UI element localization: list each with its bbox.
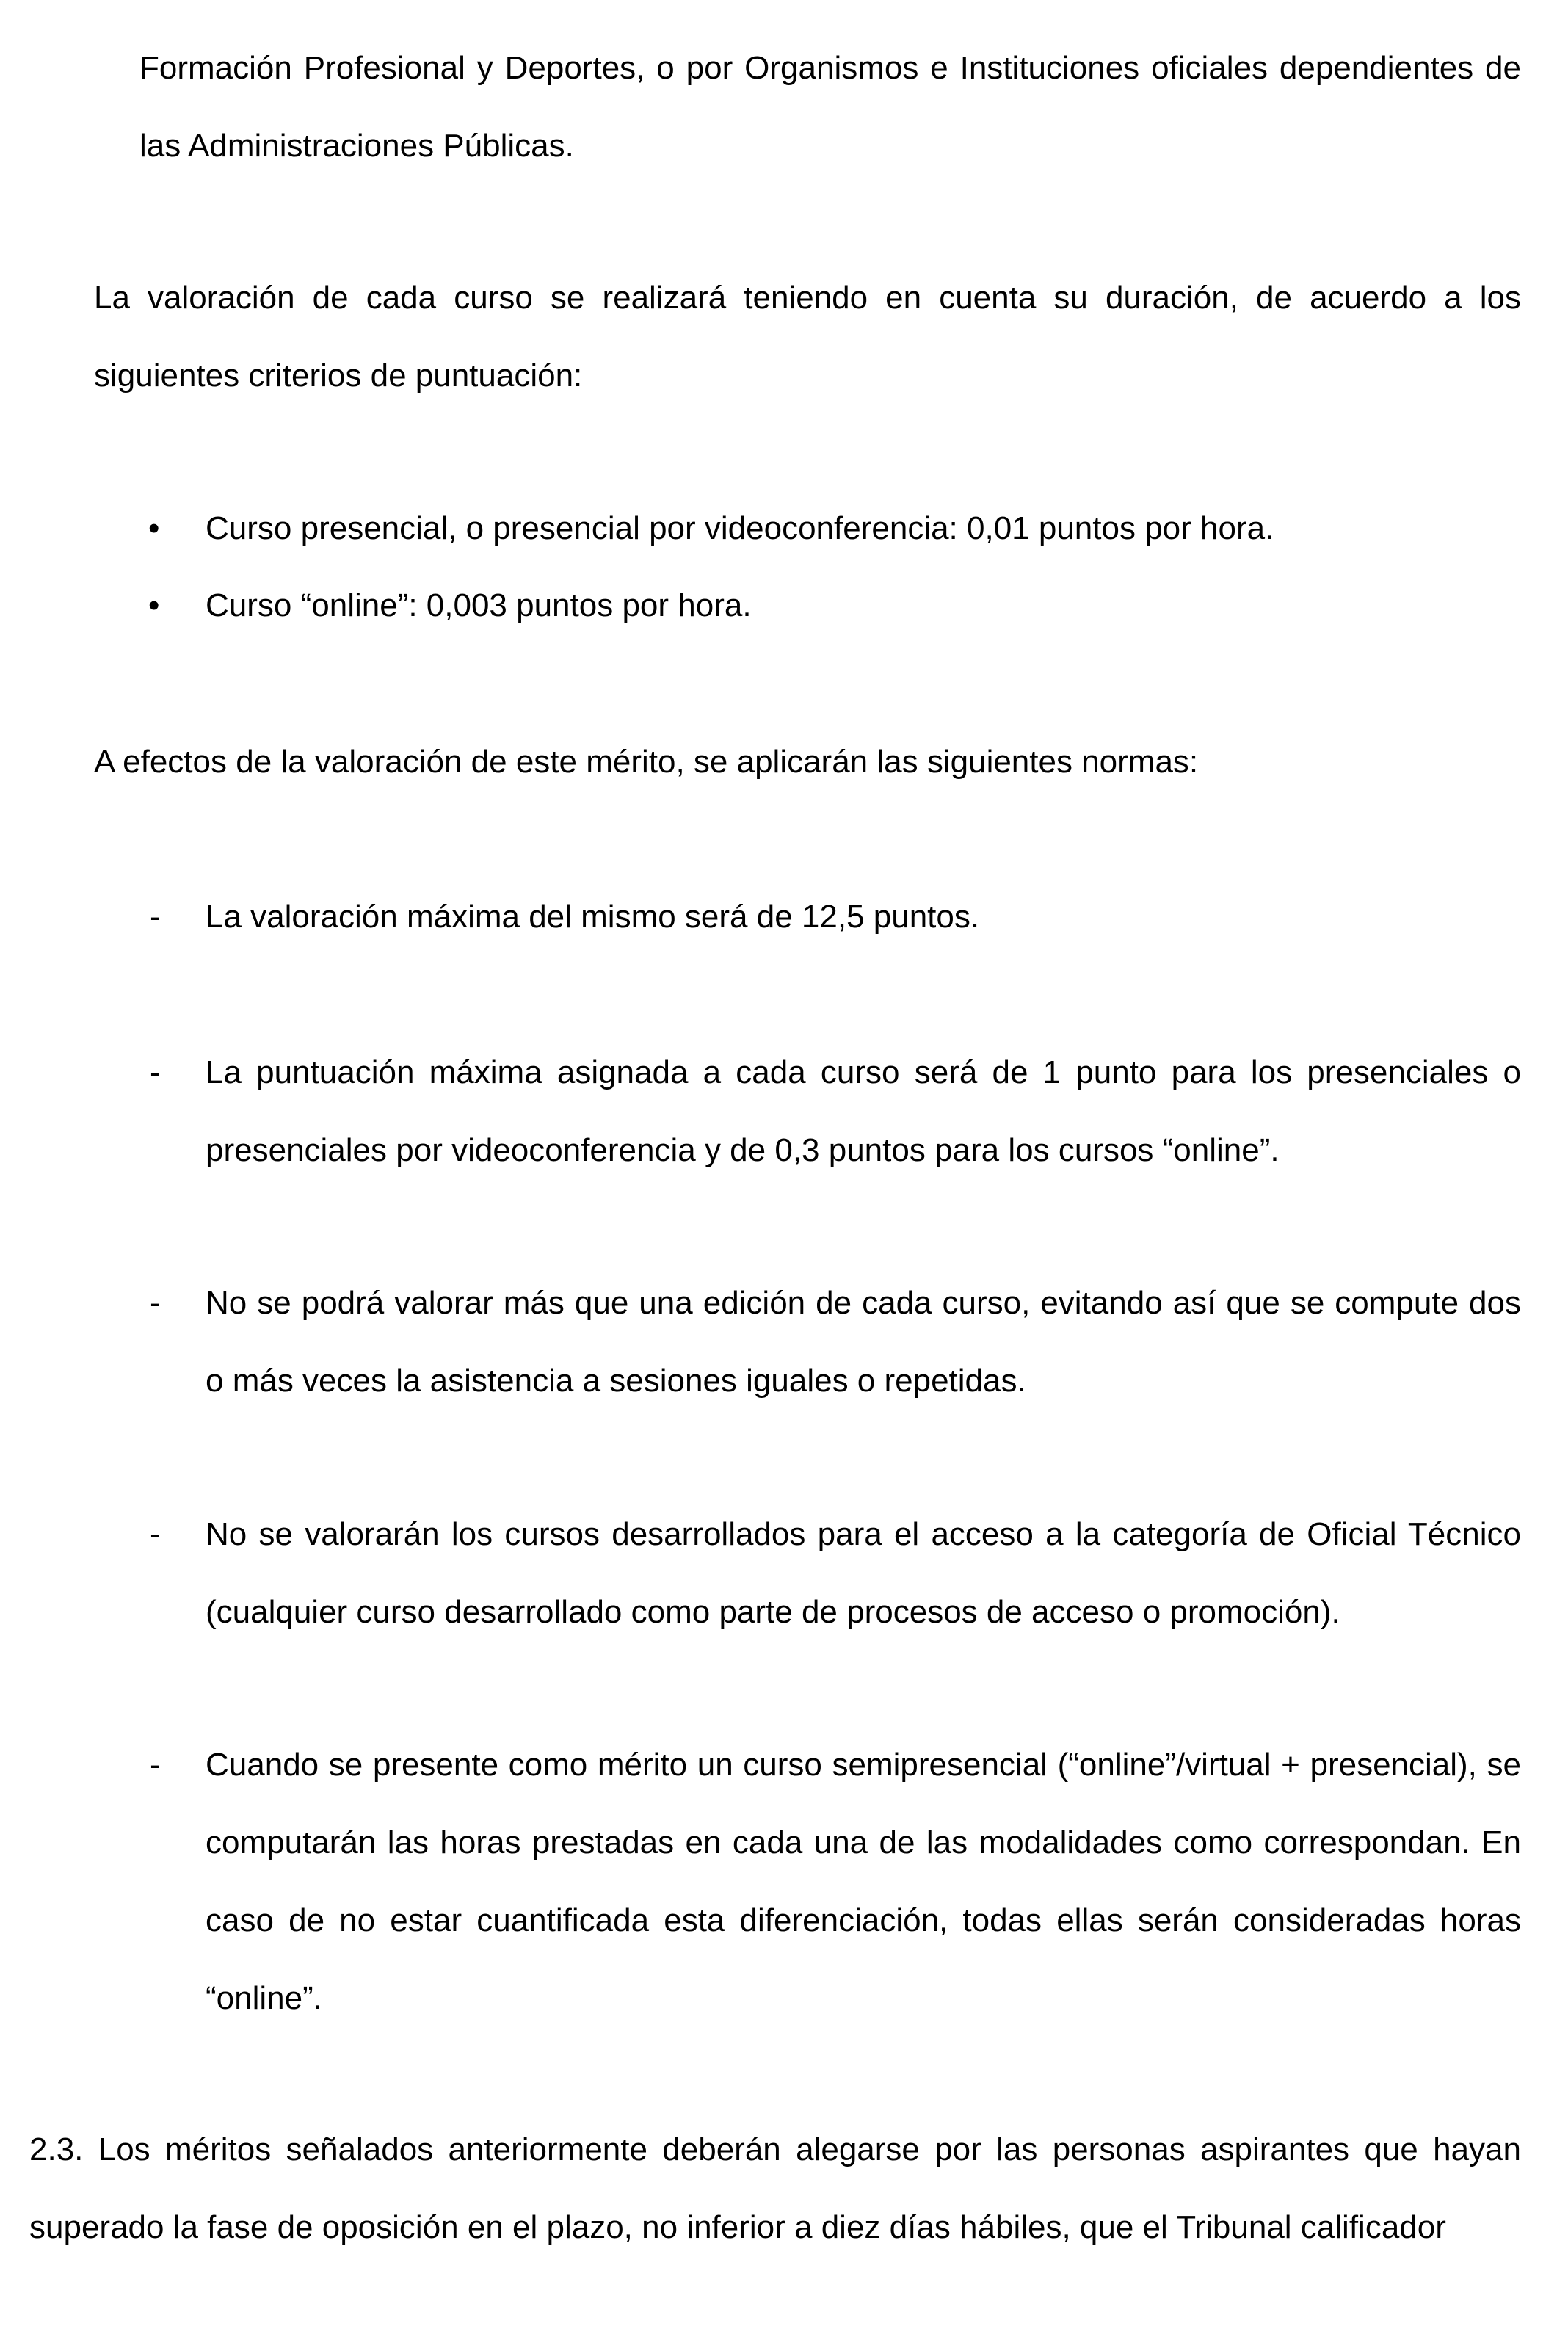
dash-marker: - — [150, 1747, 161, 1783]
section-2-3-paragraph: 2.3. Los méritos señalados anteriormente deberán alegarse por las personas aspirantes que hayan superado la fase de oposición en el plazo, no inferior a diez días hábiles, que el Tribunal calificador — [29, 2131, 1521, 2245]
dash-marker: - — [150, 1285, 161, 1321]
norma-item-oficial-tecnico: No se valorarán los cursos desarrollados para el acceso a la categoría de Oficial Técnico (cualquier curso desarrollado como parte de procesos de acceso o promoción). — [206, 1516, 1521, 1630]
intro-continuation-paragraph: Formación Profesional y Deportes, o por Organismos e Instituciones oficiales dependientes de las Administraciones Públicas. — [139, 50, 1521, 164]
criteria-item-online: Curso “online”: 0,003 puntos por hora. — [206, 587, 752, 623]
norma-item-valoracion-maxima: La valoración máxima del mismo será de 12,5 puntos. — [206, 899, 980, 935]
dash-marker: - — [150, 1054, 161, 1090]
norma-item-una-edicion: No se podrá valorar más que una edición de cada curso, evitando así que se compute dos o más veces la asistencia a sesiones iguales o repetidas. — [206, 1285, 1521, 1399]
norma-item-semipresencial: Cuando se presente como mérito un curso semipresencial (“online”/virtual + presencial), se computarán las horas prestadas en cada una de las modalidades como correspondan. En caso de no estar cuantificada esta diferenciación, todas ellas serán consideradas horas “online”. — [206, 1747, 1521, 2016]
criteria-item-presencial: Curso presencial, o presencial por videoconferencia: 0,01 puntos por hora. — [206, 510, 1274, 546]
bullet-marker: • — [148, 587, 160, 623]
dash-marker: - — [150, 899, 161, 935]
normas-intro-paragraph: A efectos de la valoración de este mérito, se aplicarán las siguientes normas: — [94, 744, 1199, 780]
dash-marker: - — [150, 1516, 161, 1552]
norma-item-puntuacion-maxima: La puntuación máxima asignada a cada curso será de 1 punto para los presenciales o presenciales por videoconferencia y de 0,3 puntos para los cursos “online”. — [206, 1054, 1521, 1168]
bullet-marker: • — [148, 510, 160, 546]
valoracion-intro-paragraph: La valoración de cada curso se realizará teniendo en cuenta su duración, de acuerdo a los siguientes criterios de puntuación: — [94, 280, 1521, 394]
